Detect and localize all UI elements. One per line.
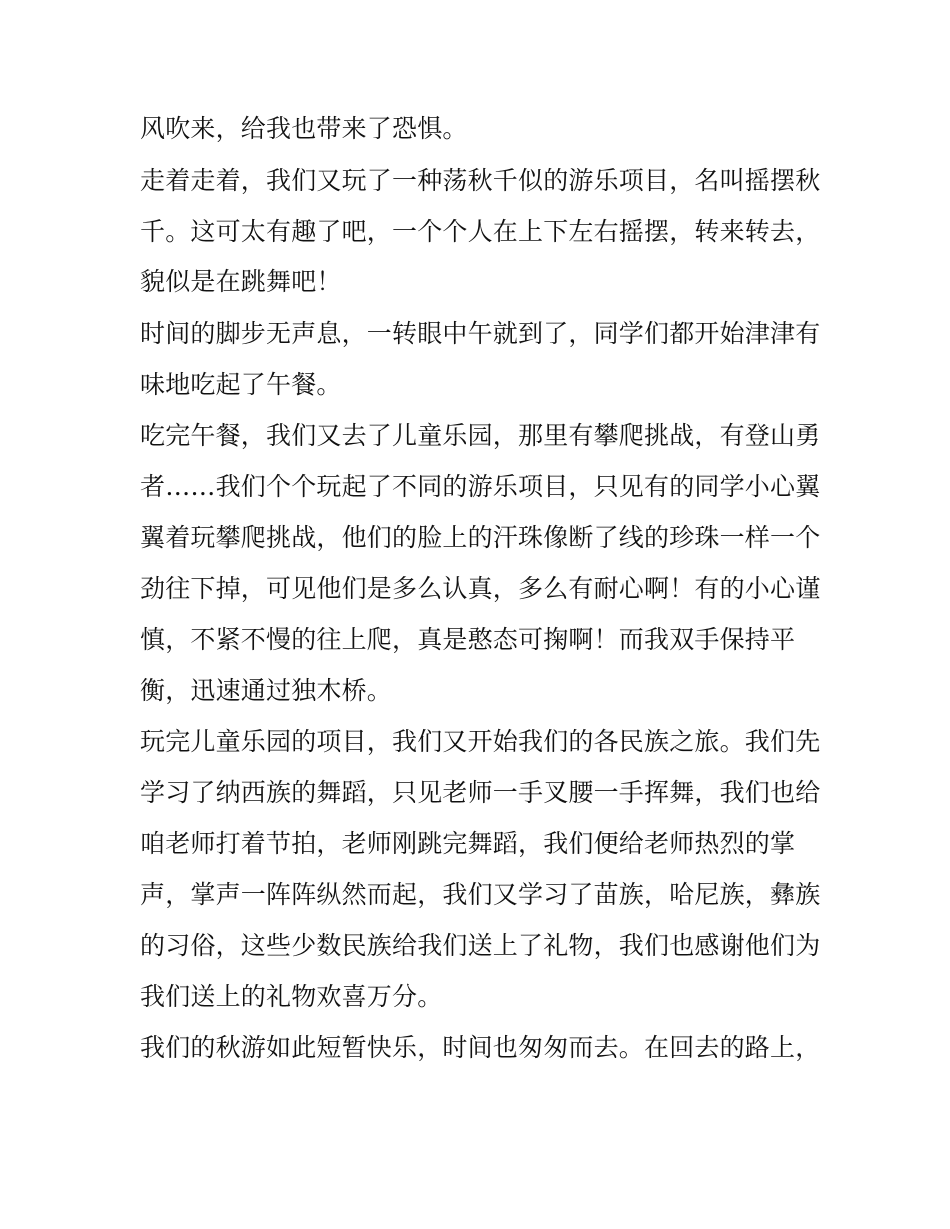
text-line: 时间的脚步无声息，一转眼中午就到了，同学们都开始津津有	[140, 319, 821, 348]
text-line: 学习了纳西族的舞蹈，只见老师一手叉腰一手挥舞，我们也给	[140, 778, 821, 807]
text-line: 千。这可太有趣了吧，一个个人在上下左右摇摆，转来转去，	[140, 217, 821, 246]
text-line: 我们送上的礼物欢喜万分。	[140, 982, 443, 1011]
text-line: 我们的秋游如此短暂快乐，时间也匆匆而去。在回去的路上，	[140, 1033, 821, 1062]
text-line: 貌似是在跳舞吧！	[140, 267, 342, 296]
text-line: 的习俗，这些少数民族给我们送上了礼物，我们也感谢他们为	[140, 931, 821, 960]
text-line: 慎，不紧不慢的往上爬，真是憨态可掬啊！而我双手保持平	[140, 625, 796, 654]
text-line: 走着走着，我们又玩了一种荡秋千似的游乐项目，名叫摇摆秋	[140, 166, 821, 195]
text-line: 劲往下掉，可见他们是多么认真，多么有耐心啊！有的小心谨	[140, 574, 821, 603]
text-line: 风吹来，给我也带来了恐惧。	[140, 114, 468, 143]
text-line: 声，掌声一阵阵纵然而起，我们又学习了苗族，哈尼族，彝族	[140, 880, 821, 909]
text-line: 吃完午餐，我们又去了儿童乐园，那里有攀爬挑战，有登山勇	[140, 421, 821, 450]
text-line: 者……我们个个玩起了不同的游乐项目，只见有的同学小心翼	[140, 472, 821, 501]
text-line: 衡，迅速通过独木桥。	[140, 676, 393, 705]
text-line: 翼着玩攀爬挑战，他们的脸上的汗珠像断了线的珍珠一样一个	[140, 523, 821, 552]
text-line: 咱老师打着节拍，老师刚跳完舞蹈，我们便给老师热烈的掌	[140, 829, 796, 858]
text-line: 味地吃起了午餐。	[140, 370, 342, 399]
text-line: 玩完儿童乐园的项目，我们又开始我们的各民族之旅。我们先	[140, 727, 821, 756]
